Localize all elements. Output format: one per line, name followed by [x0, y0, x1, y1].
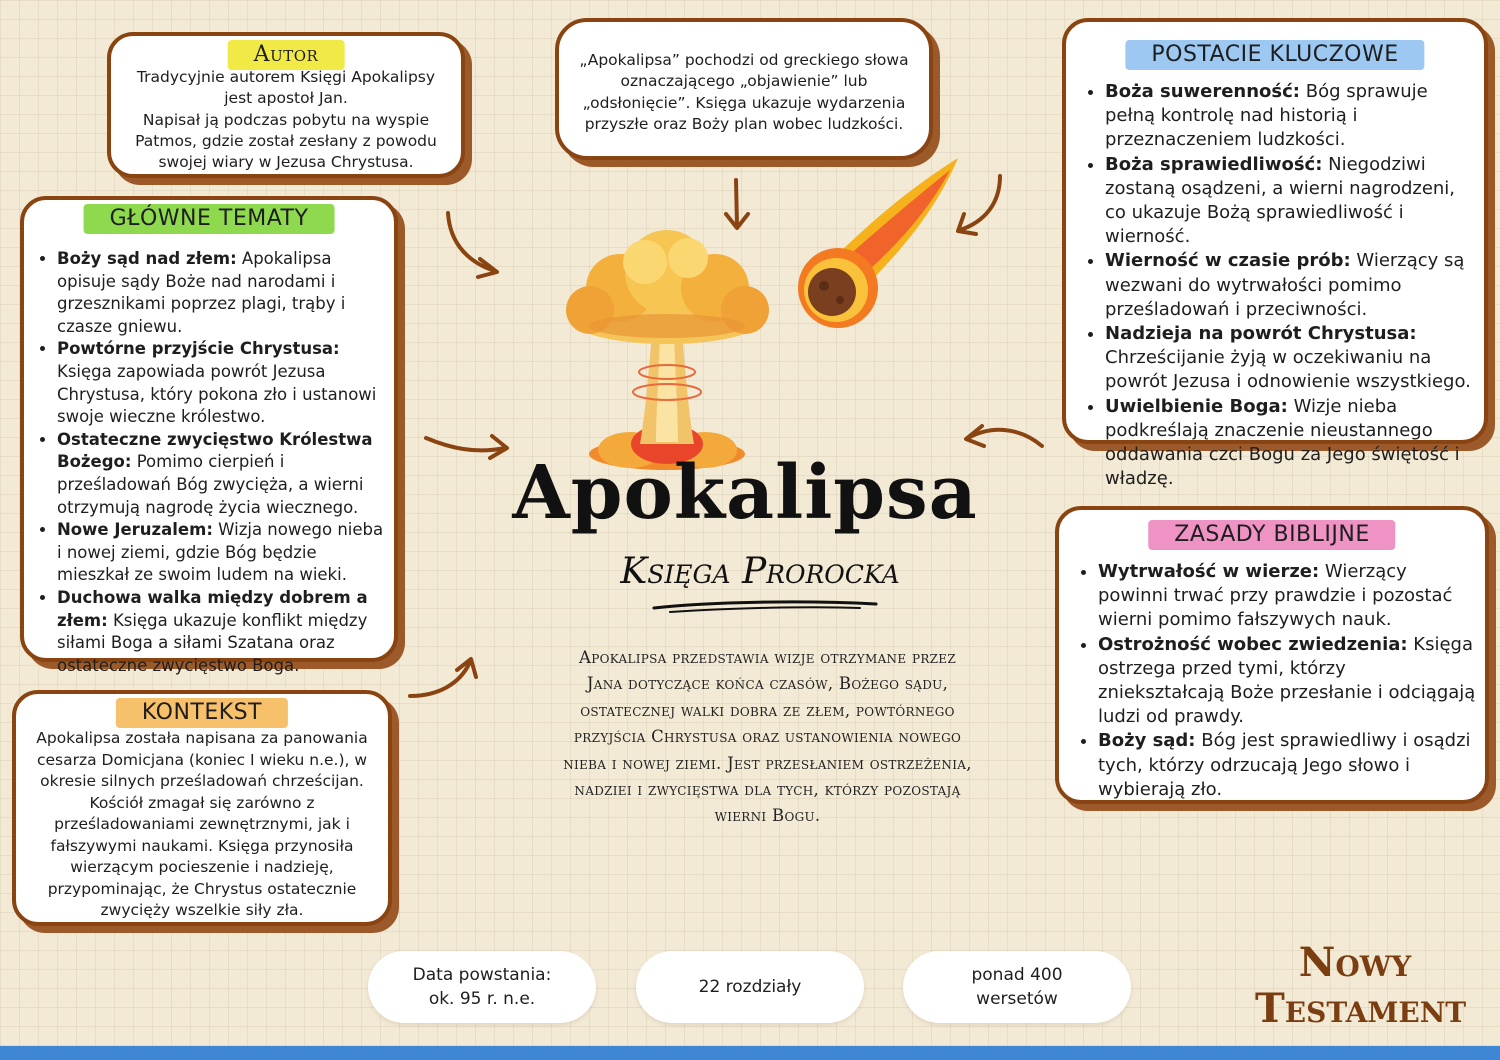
- postacie-card: [1062, 18, 1488, 490]
- etymology-text: „Apokalipsa” pochodzi od greckiego słowa oznaczającego „objawienie” lub „odsłonięcie”. Księga ukazuje wydarzenia przyszłe oraz Boży plan wobec ludzkości.: [579, 51, 909, 133]
- title-underline: [650, 596, 880, 616]
- glowne-tematy-card: [20, 196, 398, 675]
- summary-text: Apokalipsa przedstawia wizje otrzymane przez Jana dotyczące końca czasów, Bożego sądu, ostatecznej walki dobra ze złem, powtórnego przyjścia Chrystusa oraz ustanowienia nowego nieba i nowej ziemi. Jest przesłaniem ostrzeżenia, nadziei i zwycięstwa dla tych, którzy pozostają wierni Bogu.: [563, 648, 972, 826]
- testament-label: Nowy Testament: [1255, 939, 1467, 1032]
- page-title: Apokalipsa: [512, 450, 978, 536]
- list-item: • Nowe Jeruzalem: Wizja nowego nieba i nowej ziemi, gdzie Bóg będzie mieszkał ze swoim ludem na wieki.: [57, 519, 388, 587]
- list-item: • Boża suwerenność: Bóg sprawuje pełną kontrolę nad historią i przeznaczeniem ludzkości.: [1105, 80, 1476, 153]
- arrow-icon: [402, 650, 482, 705]
- meteor-icon: [790, 152, 965, 332]
- etymology-card: [555, 18, 933, 160]
- bottom-bar: [0, 1046, 1500, 1060]
- glowne-tematy-list: [32, 248, 388, 677]
- page-subtitle: Księga Prorocka: [620, 551, 900, 592]
- list-item: • Powtórne przyjście Chrystusa: Księga zapowiada powrót Jezusa Chrystusa, który pokona zło i ustanowi swoje wieczne królestwo.: [57, 338, 388, 428]
- list-item: • Boży sąd nad złem: Apokalipsa opisuje sądy Boże nad narodami i grzesznikami poprzez plagi, trąby i czasze gniewu.: [57, 248, 388, 338]
- list-item: • Wierność w czasie prób: Wierzący są wezwani do wytrwałości pomimo prześladowań i przeciwności.: [1105, 249, 1476, 322]
- autor-card: [107, 32, 465, 178]
- stat-chapters: 22 rozdziały: [636, 951, 864, 1023]
- autor-text: Tradycyjnie autorem Księgi Apokalipsy jest apostoł Jan. Napisał ją podczas pobytu na wyspie Patmos, gdzie został zesłany z powodu swojej wiary w Jezusa Chrystusa.: [135, 68, 437, 172]
- list-item: • Ostateczne zwycięstwo Królestwa Bożego: Pomimo cierpień i prześladowań Bóg zwycięża, a wierni otrzymują nagrodę życia wiecznego.: [57, 429, 388, 519]
- arrow-icon: [420, 420, 515, 470]
- glowne-tematy-heading: GŁÓWNE TEMATY: [84, 204, 335, 234]
- list-item: • Boża sprawiedliwość: Niegodziwi zostaną osądzeni, a wierni nagrodzeni, co ukazuje Bożą sprawiedliwość i wierność.: [1105, 153, 1476, 250]
- kontekst-heading: KONTEKST: [116, 698, 288, 728]
- list-item: • Wytrwałość w wierze: Wierzący powinni trwać przy prawdzie i pozostać wierni pomimo fałszywych nauk.: [1098, 560, 1477, 633]
- list-item: • Uwielbienie Boga: Wizje nieba podkreślają znaczenie nieustannego oddawania czci Bogu za Jego świętość i władzę.: [1105, 395, 1476, 492]
- postacie-list: [1080, 80, 1476, 491]
- zasady-card: [1055, 506, 1489, 804]
- stat-verses: ponad 400 wersetów: [903, 951, 1131, 1023]
- postacie-heading: POSTACIE KLUCZOWE: [1125, 40, 1424, 70]
- zasady-heading: ZASADY BIBLIJNE: [1148, 520, 1395, 550]
- arrow-icon: [440, 205, 510, 285]
- stat-date: Data powstania: ok. 95 r. n.e.: [368, 951, 596, 1023]
- list-item: • Boży sąd: Bóg jest sprawiedliwy i osądzi tych, którzy odrzucają Jego słowo i wybierają zło.: [1098, 729, 1477, 802]
- list-item: • Duchowa walka między dobrem a złem: Księga ukazuje konflikt między siłami Boga a siłami Szatana oraz ostateczne zwycięstwo Boga.: [57, 587, 388, 677]
- autor-heading: Autor: [228, 40, 345, 70]
- zasady-list: [1073, 560, 1477, 802]
- mushroom-cloud-icon: [560, 222, 775, 472]
- list-item: • Ostrożność wobec zwiedzenia: Księga ostrzega przed tymi, którzy zniekształcają Boże przesłanie i odciągają ludzi od prawdy.: [1098, 633, 1477, 730]
- list-item: • Nadzieja na powrót Chrystusa: Chrześcijanie żyją w oczekiwaniu na powrót Jezusa i odnowienie wszystkiego.: [1105, 322, 1476, 395]
- kontekst-text: Apokalipsa została napisana za panowania cesarza Domicjana (koniec I wieku n.e.), w okresie silnych prześladowań chrześcijan. Kościół zmagał się zarówno z prześladowaniami zewnętrznymi, jak i fałszywymi naukami. Księga przynosiła wierzącym pocieszenie i nadzieję, przypominając, że Chrystus ostatecznie zwycięży wszelkie siły zła.: [36, 729, 368, 919]
- kontekst-card: [12, 690, 392, 926]
